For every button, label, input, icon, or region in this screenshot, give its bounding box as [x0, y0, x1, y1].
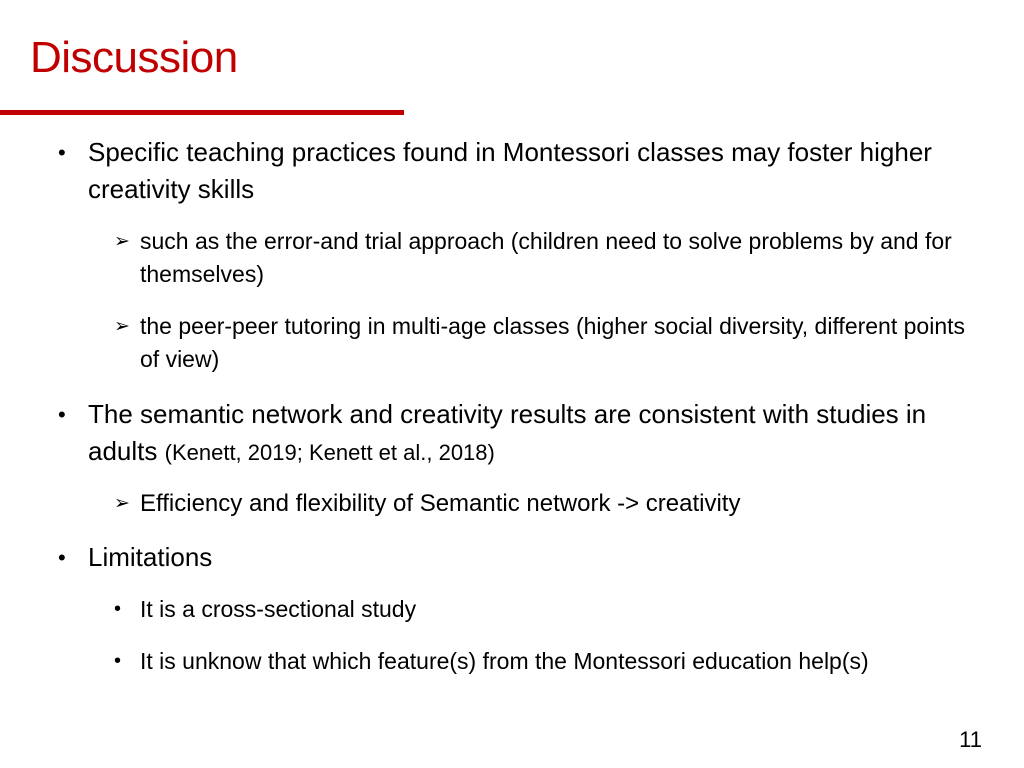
slide-title: Discussion — [30, 33, 238, 82]
sub-bullet-text: It is a cross-sectional study — [140, 596, 417, 622]
page-number: 11 — [959, 727, 982, 752]
bullet-dot-icon: • — [58, 402, 66, 427]
sub-bullet-text: Efficiency and flexibility of Semantic network -> creativity — [140, 490, 741, 517]
sub-bullet-item — [114, 487, 980, 520]
arrow-bullet-icon: ➢ — [114, 231, 130, 252]
sub-bullet-text: the peer-peer tutoring in multi-age classes (higher social diversity, different points of view) — [140, 313, 966, 372]
sub-bullet-text: such as the error-and trial approach (children need to solve problems by and for themselves) — [140, 228, 952, 287]
sub-bullet-item — [114, 225, 980, 291]
bullet-dot-icon: • — [58, 545, 66, 570]
bullet-text: Specific teaching practices found in Montessori classes may foster higher creativity skills — [88, 137, 932, 204]
bullet-dot-icon: • — [114, 650, 122, 672]
bullet-item — [58, 396, 968, 471]
bullet-dot-icon: • — [114, 598, 122, 620]
sub-bullet-item — [114, 310, 980, 376]
arrow-bullet-icon: ➢ — [114, 493, 130, 514]
bullet-text: Limitations — [88, 542, 213, 572]
bullet-text: The semantic network and creativity results are consistent with studies in adults — [88, 399, 927, 466]
bullet-item — [58, 539, 968, 576]
bullet-dot-icon: • — [58, 140, 66, 165]
title-underline — [0, 110, 404, 115]
bullet-item — [58, 134, 968, 208]
sub-bullet-item — [114, 593, 980, 626]
citation: (Kenett, 2019; Kenett et al., 2018) — [164, 440, 495, 465]
sub-bullet-text: It is unknow that which feature(s) from the Montessori education help(s) — [140, 648, 869, 674]
sub-bullet-item — [114, 645, 940, 678]
arrow-bullet-icon: ➢ — [114, 316, 130, 337]
